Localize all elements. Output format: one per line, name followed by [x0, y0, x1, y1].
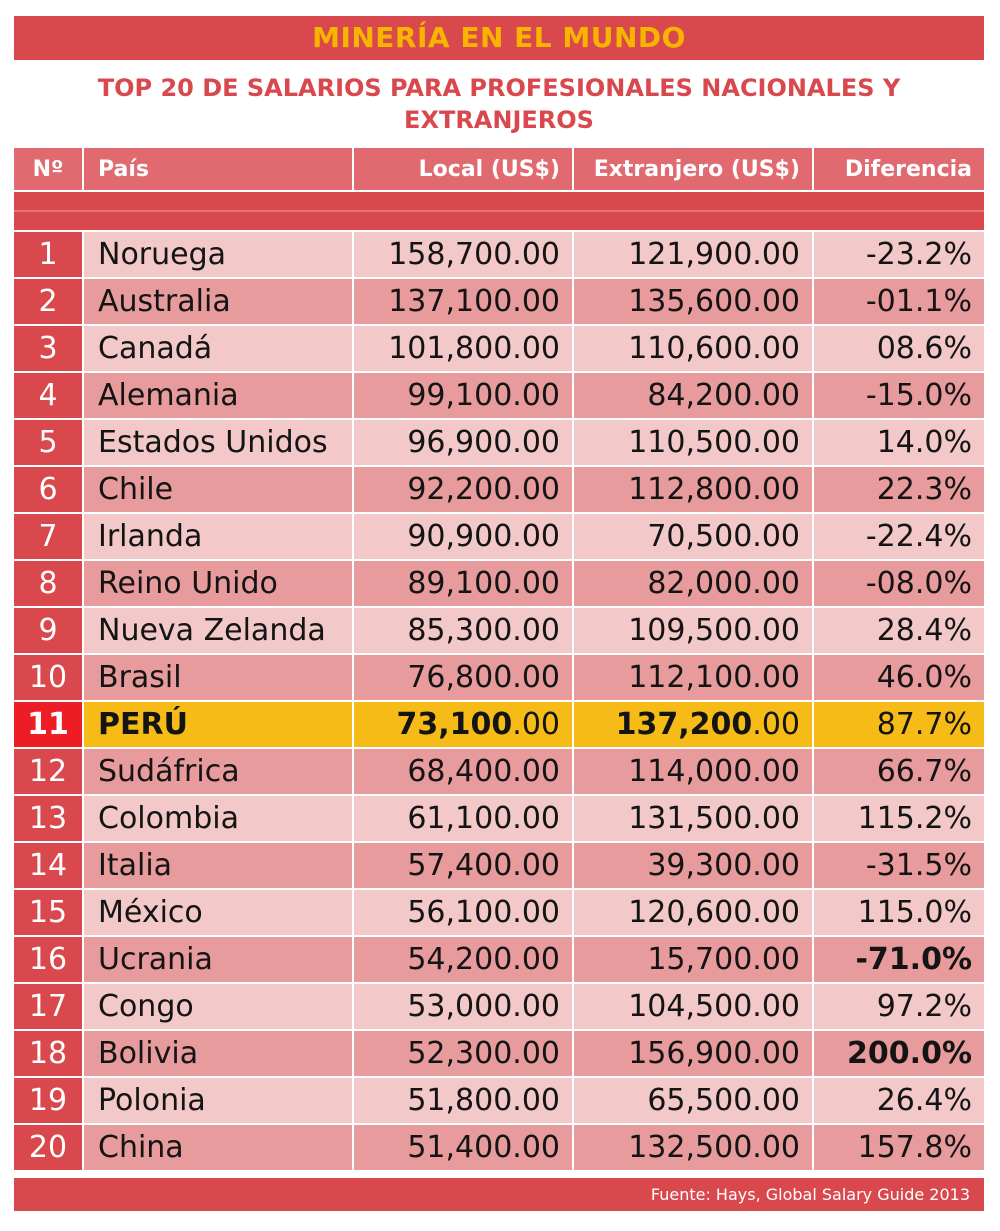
- difference-cell: -08.0%: [814, 561, 984, 608]
- local-salary-cell: 85,300.00: [354, 608, 574, 655]
- difference-cell: -22.4%: [814, 514, 984, 561]
- foreign-salary-cell: 15,700.00: [574, 937, 814, 984]
- country-cell: Polonia: [84, 1078, 354, 1125]
- country-cell: Irlanda: [84, 514, 354, 561]
- difference-cell: -23.2%: [814, 232, 984, 279]
- country-cell: PERÚ: [84, 702, 354, 749]
- country-cell: Reino Unido: [84, 561, 354, 608]
- difference-cell: 46.0%: [814, 655, 984, 702]
- country-cell: Canadá: [84, 326, 354, 373]
- rank-cell: 17: [14, 984, 84, 1031]
- local-salary-cell: 99,100.00: [354, 373, 574, 420]
- foreign-salary-cell: 110,600.00: [574, 326, 814, 373]
- rank-cell: 2: [14, 279, 84, 326]
- foreign-salary-cell: 82,000.00: [574, 561, 814, 608]
- local-salary-cell: 101,800.00: [354, 326, 574, 373]
- foreign-salary-cell: 84,200.00: [574, 373, 814, 420]
- difference-cell: 26.4%: [814, 1078, 984, 1125]
- rank-cell: 11: [14, 702, 84, 749]
- country-cell: México: [84, 890, 354, 937]
- foreign-salary-cell: 112,800.00: [574, 467, 814, 514]
- difference-cell: 22.3%: [814, 467, 984, 514]
- foreign-salary-cell: 109,500.00: [574, 608, 814, 655]
- rank-cell: 18: [14, 1031, 84, 1078]
- rank-cell: 1: [14, 232, 84, 279]
- foreign-salary-cell: 132,500.00: [574, 1125, 814, 1172]
- difference-cell: 28.4%: [814, 608, 984, 655]
- foreign-salary-cell: 137,200 .00: [574, 702, 814, 749]
- local-salary-cell: 158,700.00: [354, 232, 574, 279]
- foreign-salary-cell: 112,100.00: [574, 655, 814, 702]
- page-subtitle: TOP 20 DE SALARIOS PARA PROFESIONALES NACIONALES Y EXTRANJEROS: [97, 74, 901, 134]
- salary-table: [14, 148, 984, 1172]
- header-local: Local (US$): [354, 148, 574, 192]
- country-cell: Ucrania: [84, 937, 354, 984]
- header-rank: Nº: [14, 148, 84, 192]
- rank-cell: 4: [14, 373, 84, 420]
- foreign-salary-cell: 39,300.00: [574, 843, 814, 890]
- local-salary-cell: 56,100.00: [354, 890, 574, 937]
- local-salary-cell: 51,400.00: [354, 1125, 574, 1172]
- rank-cell: 13: [14, 796, 84, 843]
- infographic: [14, 16, 984, 1211]
- difference-cell: -31.5%: [814, 843, 984, 890]
- rank-cell: 8: [14, 561, 84, 608]
- foreign-salary-cell: 110,500.00: [574, 420, 814, 467]
- foreign-salary-cell: 121,900.00: [574, 232, 814, 279]
- country-cell: Congo: [84, 984, 354, 1031]
- difference-cell: -71.0%: [814, 937, 984, 984]
- difference-cell: 97.2%: [814, 984, 984, 1031]
- difference-cell: 200.0%: [814, 1031, 984, 1078]
- local-salary-cell: 76,800.00: [354, 655, 574, 702]
- local-salary-cell: 68,400.00: [354, 749, 574, 796]
- local-salary-cell: 61,100.00: [354, 796, 574, 843]
- local-salary-cell: 89,100.00: [354, 561, 574, 608]
- country-cell: China: [84, 1125, 354, 1172]
- country-cell: Colombia: [84, 796, 354, 843]
- local-salary-cell: 57,400.00: [354, 843, 574, 890]
- country-cell: Australia: [84, 279, 354, 326]
- difference-cell: 115.0%: [814, 890, 984, 937]
- foreign-salary-cell: 70,500.00: [574, 514, 814, 561]
- foreign-salary-cell: 131,500.00: [574, 796, 814, 843]
- foreign-salary-cell: 156,900.00: [574, 1031, 814, 1078]
- rank-cell: 14: [14, 843, 84, 890]
- foreign-salary-cell: 135,600.00: [574, 279, 814, 326]
- local-salary-cell: 52,300.00: [354, 1031, 574, 1078]
- difference-cell: 14.0%: [814, 420, 984, 467]
- country-cell: Alemania: [84, 373, 354, 420]
- country-cell: Chile: [84, 467, 354, 514]
- difference-cell: 115.2%: [814, 796, 984, 843]
- header-foreign: Extranjero (US$): [574, 148, 814, 192]
- foreign-salary-cell: 65,500.00: [574, 1078, 814, 1125]
- rank-cell: 16: [14, 937, 84, 984]
- difference-cell: -15.0%: [814, 373, 984, 420]
- difference-cell: -01.1%: [814, 279, 984, 326]
- local-salary-cell: 90,900.00: [354, 514, 574, 561]
- rank-cell: 19: [14, 1078, 84, 1125]
- country-cell: Bolivia: [84, 1031, 354, 1078]
- foreign-salary-cell: 114,000.00: [574, 749, 814, 796]
- page-title: MINERÍA EN EL MUNDO: [14, 16, 984, 60]
- rank-cell: 5: [14, 420, 84, 467]
- difference-cell: 08.6%: [814, 326, 984, 373]
- rank-cell: 12: [14, 749, 84, 796]
- foreign-salary-cell: 104,500.00: [574, 984, 814, 1031]
- local-salary-cell: 92,200.00: [354, 467, 574, 514]
- foreign-salary-cell: 120,600.00: [574, 890, 814, 937]
- local-salary-cell: 137,100.00: [354, 279, 574, 326]
- rank-cell: 6: [14, 467, 84, 514]
- local-salary-cell: 54,200.00: [354, 937, 574, 984]
- rank-cell: 3: [14, 326, 84, 373]
- country-cell: Nueva Zelanda: [84, 608, 354, 655]
- header-country: País: [84, 148, 354, 192]
- local-salary-cell: 53,000.00: [354, 984, 574, 1031]
- country-cell: Brasil: [84, 655, 354, 702]
- difference-cell: 157.8%: [814, 1125, 984, 1172]
- rank-cell: 7: [14, 514, 84, 561]
- country-cell: Sudáfrica: [84, 749, 354, 796]
- difference-cell: 87.7%: [814, 702, 984, 749]
- country-cell: Italia: [84, 843, 354, 890]
- local-salary-cell: 73,100 .00: [354, 702, 574, 749]
- country-cell: Noruega: [84, 232, 354, 279]
- rank-cell: 15: [14, 890, 84, 937]
- local-salary-cell: 51,800.00: [354, 1078, 574, 1125]
- header-difference: Diferencia: [814, 148, 984, 192]
- rank-cell: 9: [14, 608, 84, 655]
- difference-cell: 66.7%: [814, 749, 984, 796]
- rank-cell: 20: [14, 1125, 84, 1172]
- local-salary-cell: 96,900.00: [354, 420, 574, 467]
- country-cell: Estados Unidos: [84, 420, 354, 467]
- rank-cell: 10: [14, 655, 84, 702]
- source-note: Fuente: Hays, Global Salary Guide 2013: [14, 1178, 984, 1211]
- header-divider-band: [14, 192, 984, 232]
